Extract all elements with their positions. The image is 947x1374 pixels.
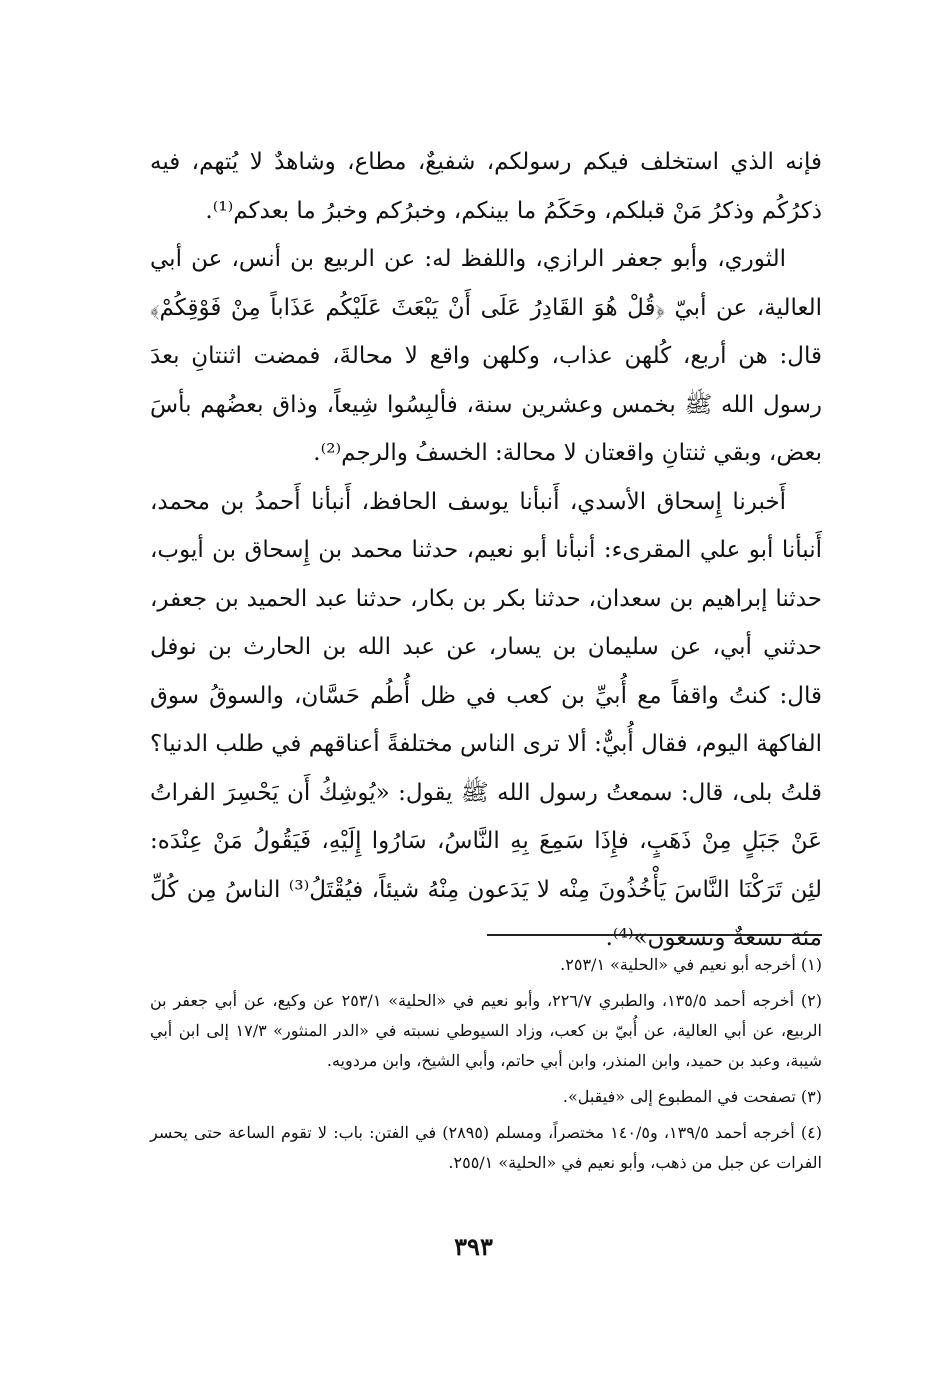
footnotes [150, 950, 822, 1184]
main-text [150, 138, 822, 963]
footnote-4: (٤) أخرجه أحمد ١٣٩/٥، و١٤٠/٥ مختصراً، ومسلم (٢٨٩٥) في الفتن: باب: لا تقوم الساعة حتى يحسر الفرات عن جبل من ذهب، وأبو نعيم في «الحلية» ٢٥٥/١. [150, 1123, 822, 1172]
footnote-2: (٢) أخرجه أحمد ١٣٥/٥، والطبري ٢٢٦/٧، وأبو نعيم في «الحلية» ٢٥٣/١ عن وكيع، عن أبي جعفر بن الربيع، عن أبي العالية، عن أُبيّ بن كعب، وزاد السيوطي نسبته في «الدر المنثور» ١٧/٣ إلى ابن أبي شيبة، وعبد بن حميد، وابن المنذر، وابن أبي حاتم، وأبي الشيخ، وابن مردويه. [150, 991, 823, 1070]
paragraph-continuation: فإنه الذي استخلف فيكم رسولكم، شفيعٌ، مطاع، وشاهدٌ لا يُتهم، فيه ذكرُكُم وذكرُ مَنْ قبلكم، وحَكَمُ ما بينكم، وخبرُكم وخبرُ ما بعدكم⁽¹⁾. [150, 149, 822, 224]
footnote-1: (١) أخرجه أبو نعيم في «الحلية» ٢٥٣/١. [560, 955, 822, 974]
paragraph-isnad-hadith: أَخبرنا إِسحاق الأسدي، أَنبأنا يوسف الحافظ، أَنبأنا أَحمدُ بن محمد، أَنبأنا أبو علي المقرىء: أنبأنا أبو نعيم، حدثنا محمد بن إِسحاق بن أيوب، حدثنا إبراهيم بن سعدان، حدثنا بكر بن بكار، حدثنا عبد الحميد بن جعفر، حدثني أبي، عن سليمان بن يسار، عن عبد الله بن الحارث بن نوفل قال: كنتُ واقفاً مع أُبيِّ بن كعب في ظل أُطُم حَسَّان، والسوقُ سوق الفاكهة اليوم، فقال أُبيٌّ: ألا ترى الناس مختلفةً أعناقهم في طلب الدنيا؟ قلتُ بلى، قال: سمعتُ رسول الله ﷺ يقول: «يُوشِكُ أَن يَحْسِرَ الفراتُ عَنْ جَبَلٍ مِنْ ذَهَبٍ، فإِذَا سَمِعَ بِهِ النَّاسُ، سَارُوا إِلَيْهِ، فَيَقُولُ مَنْ عِنْدَه: لئِن تَرَكْنَا النَّاسَ يَأْخُذُونَ مِنْه لا يَدَعون مِنْهُ شيئاً، فيُقْتَلُ⁽³⁾ الناسُ مِن كُلِّ مئة تسعةٌ وتسعون»⁽⁴⁾. [150, 488, 823, 951]
footnote-separator [487, 934, 822, 936]
footnote-3: (٣) تصفحت في المطبوع إلى «فيقبل». [562, 1087, 822, 1106]
paragraph-thawri-narration: الثوري، وأبو جعفر الرازي، واللفظ له: عن الربيع بن أنس، عن أبي العالية، عن أبيّ ﴿قُلْ هُوَ القَادِرُ عَلَى أَنْ يَبْعَثَ عَلَيْكُم عَذَاباً مِنْ فَوْقِكُمْ﴾ قال: هن أربع، كُلهن عذاب، وكلهن واقع لا محالةَ، فمضت اثنتانِ بعدَ رسول الله ﷺ بخمس وعشرين سنة، فألبِسُوا شِيعاً، وذاق بعضُهم بأسَ بعض، وبقي ثنتانِ واقعتان لا محالة: الخسفُ والرجم⁽²⁾. [150, 246, 822, 466]
page-number: ٣٩٣ [454, 1232, 493, 1261]
